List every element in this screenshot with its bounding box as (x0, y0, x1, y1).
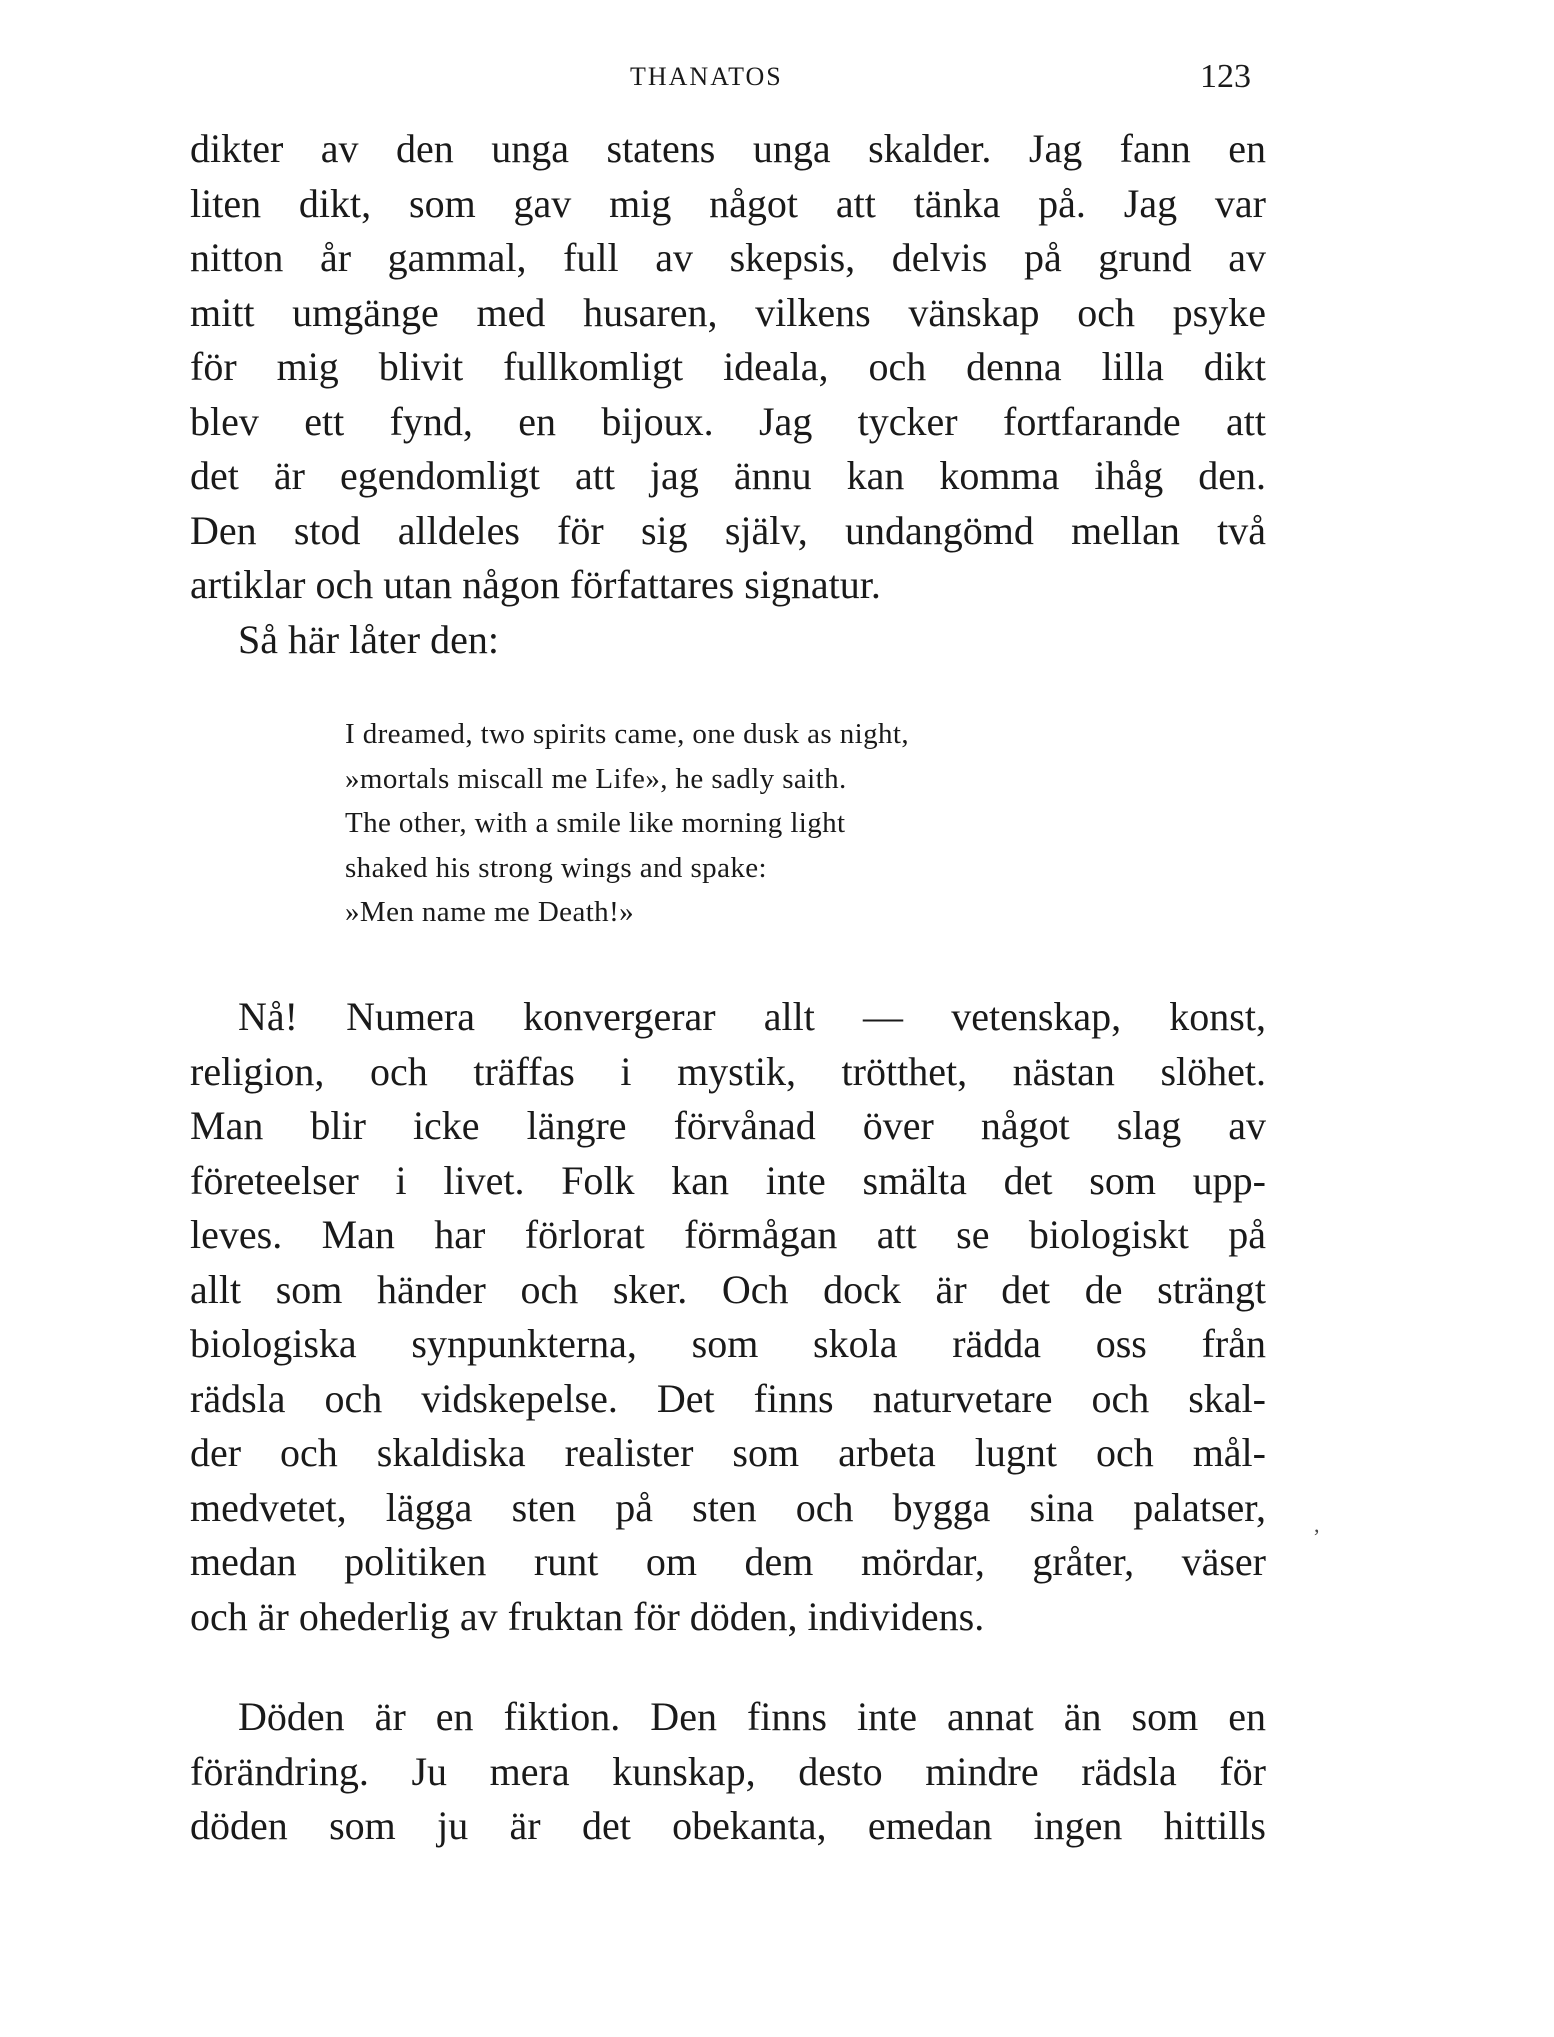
paragraph-2 (190, 990, 1266, 1644)
text-line: leves. Man har förlorat förmågan att se biologiskt på (190, 1212, 1266, 1257)
poem-line: I dreamed, two spirits came, one dusk as night, (345, 718, 910, 750)
text-line: liten dikt, som gav mig något att tänka på. Jag var (190, 180, 1266, 226)
poem-line: »Men name me Death!» (345, 896, 635, 928)
poem-line: The other, with a smile like morning light (345, 807, 846, 839)
text-line: förändring. Ju mera kunskap, desto mindre rädsla för (190, 1748, 1266, 1794)
text-line: Man blir icke längre förvånad över något slag av (190, 1103, 1266, 1148)
text-line: det är egendomligt att jag ännu kan komma ihåg den. (190, 453, 1266, 498)
stray-mark: , (1314, 1512, 1320, 1537)
text-line: der och skaldiska realister som arbeta lugnt och mål- (190, 1430, 1266, 1475)
text-line: företeelser i livet. Folk kan inte smälta det som upp- (190, 1157, 1266, 1203)
text-line: dikter av den unga statens unga skalder. Jag fann en (190, 126, 1266, 171)
running-head (0, 58, 1554, 102)
poem-line: »mortals miscall me Life», he sadly saith. (345, 762, 847, 795)
text-line: blev ett fynd, en bijoux. Jag tycker fortfarande att (190, 398, 1266, 444)
text-line: och är ohederlig av fruktan för döden, individens. (190, 1593, 985, 1639)
running-title: THANATOS (630, 62, 783, 91)
intro-line: Så här låter den: (238, 616, 499, 662)
text-line: mitt umgänge med husaren, vilkens vänskap och psyke (190, 289, 1266, 335)
text-line: artiklar och utan någon författares signatur. (190, 562, 881, 607)
text-line: rädsla och vidskepelse. Det finns naturvetare och skal- (190, 1375, 1266, 1421)
text-line: Nå! Numera konvergerar allt — vetenskap, konst, (238, 994, 1266, 1039)
text-line: Döden är en fiktion. Den finns inte annat än som en (238, 1694, 1266, 1739)
text-line: nitton år gammal, full av skepsis, delvis på grund av (190, 235, 1266, 280)
poem-line: shaked his strong wings and spake: (345, 851, 767, 884)
text-line: medvetet, lägga sten på sten och bygga sina palatser, (190, 1484, 1266, 1530)
text-line: för mig blivit fullkomligt ideala, och denna lilla dikt (190, 344, 1266, 389)
text-line: biologiska synpunkterna, som skola rädda oss från (190, 1321, 1266, 1366)
text-line: religion, och träffas i mystik, trötthet, nästan slöhet. (190, 1048, 1266, 1094)
text-line: medan politiken runt om dem mördar, gråter, väser (190, 1539, 1266, 1584)
text-line: Den stod alldeles för sig själv, undangömd mellan två (190, 507, 1266, 553)
text-line: allt som händer och sker. Och dock är det de strängt (190, 1266, 1266, 1312)
paragraph-3 (190, 1690, 1266, 1854)
text-line: döden som ju är det obekanta, emedan ingen hittills (190, 1803, 1266, 1848)
paragraph-1 (190, 122, 1266, 667)
page-number: 123 (1200, 58, 1251, 95)
quoted-poem (345, 712, 1165, 935)
